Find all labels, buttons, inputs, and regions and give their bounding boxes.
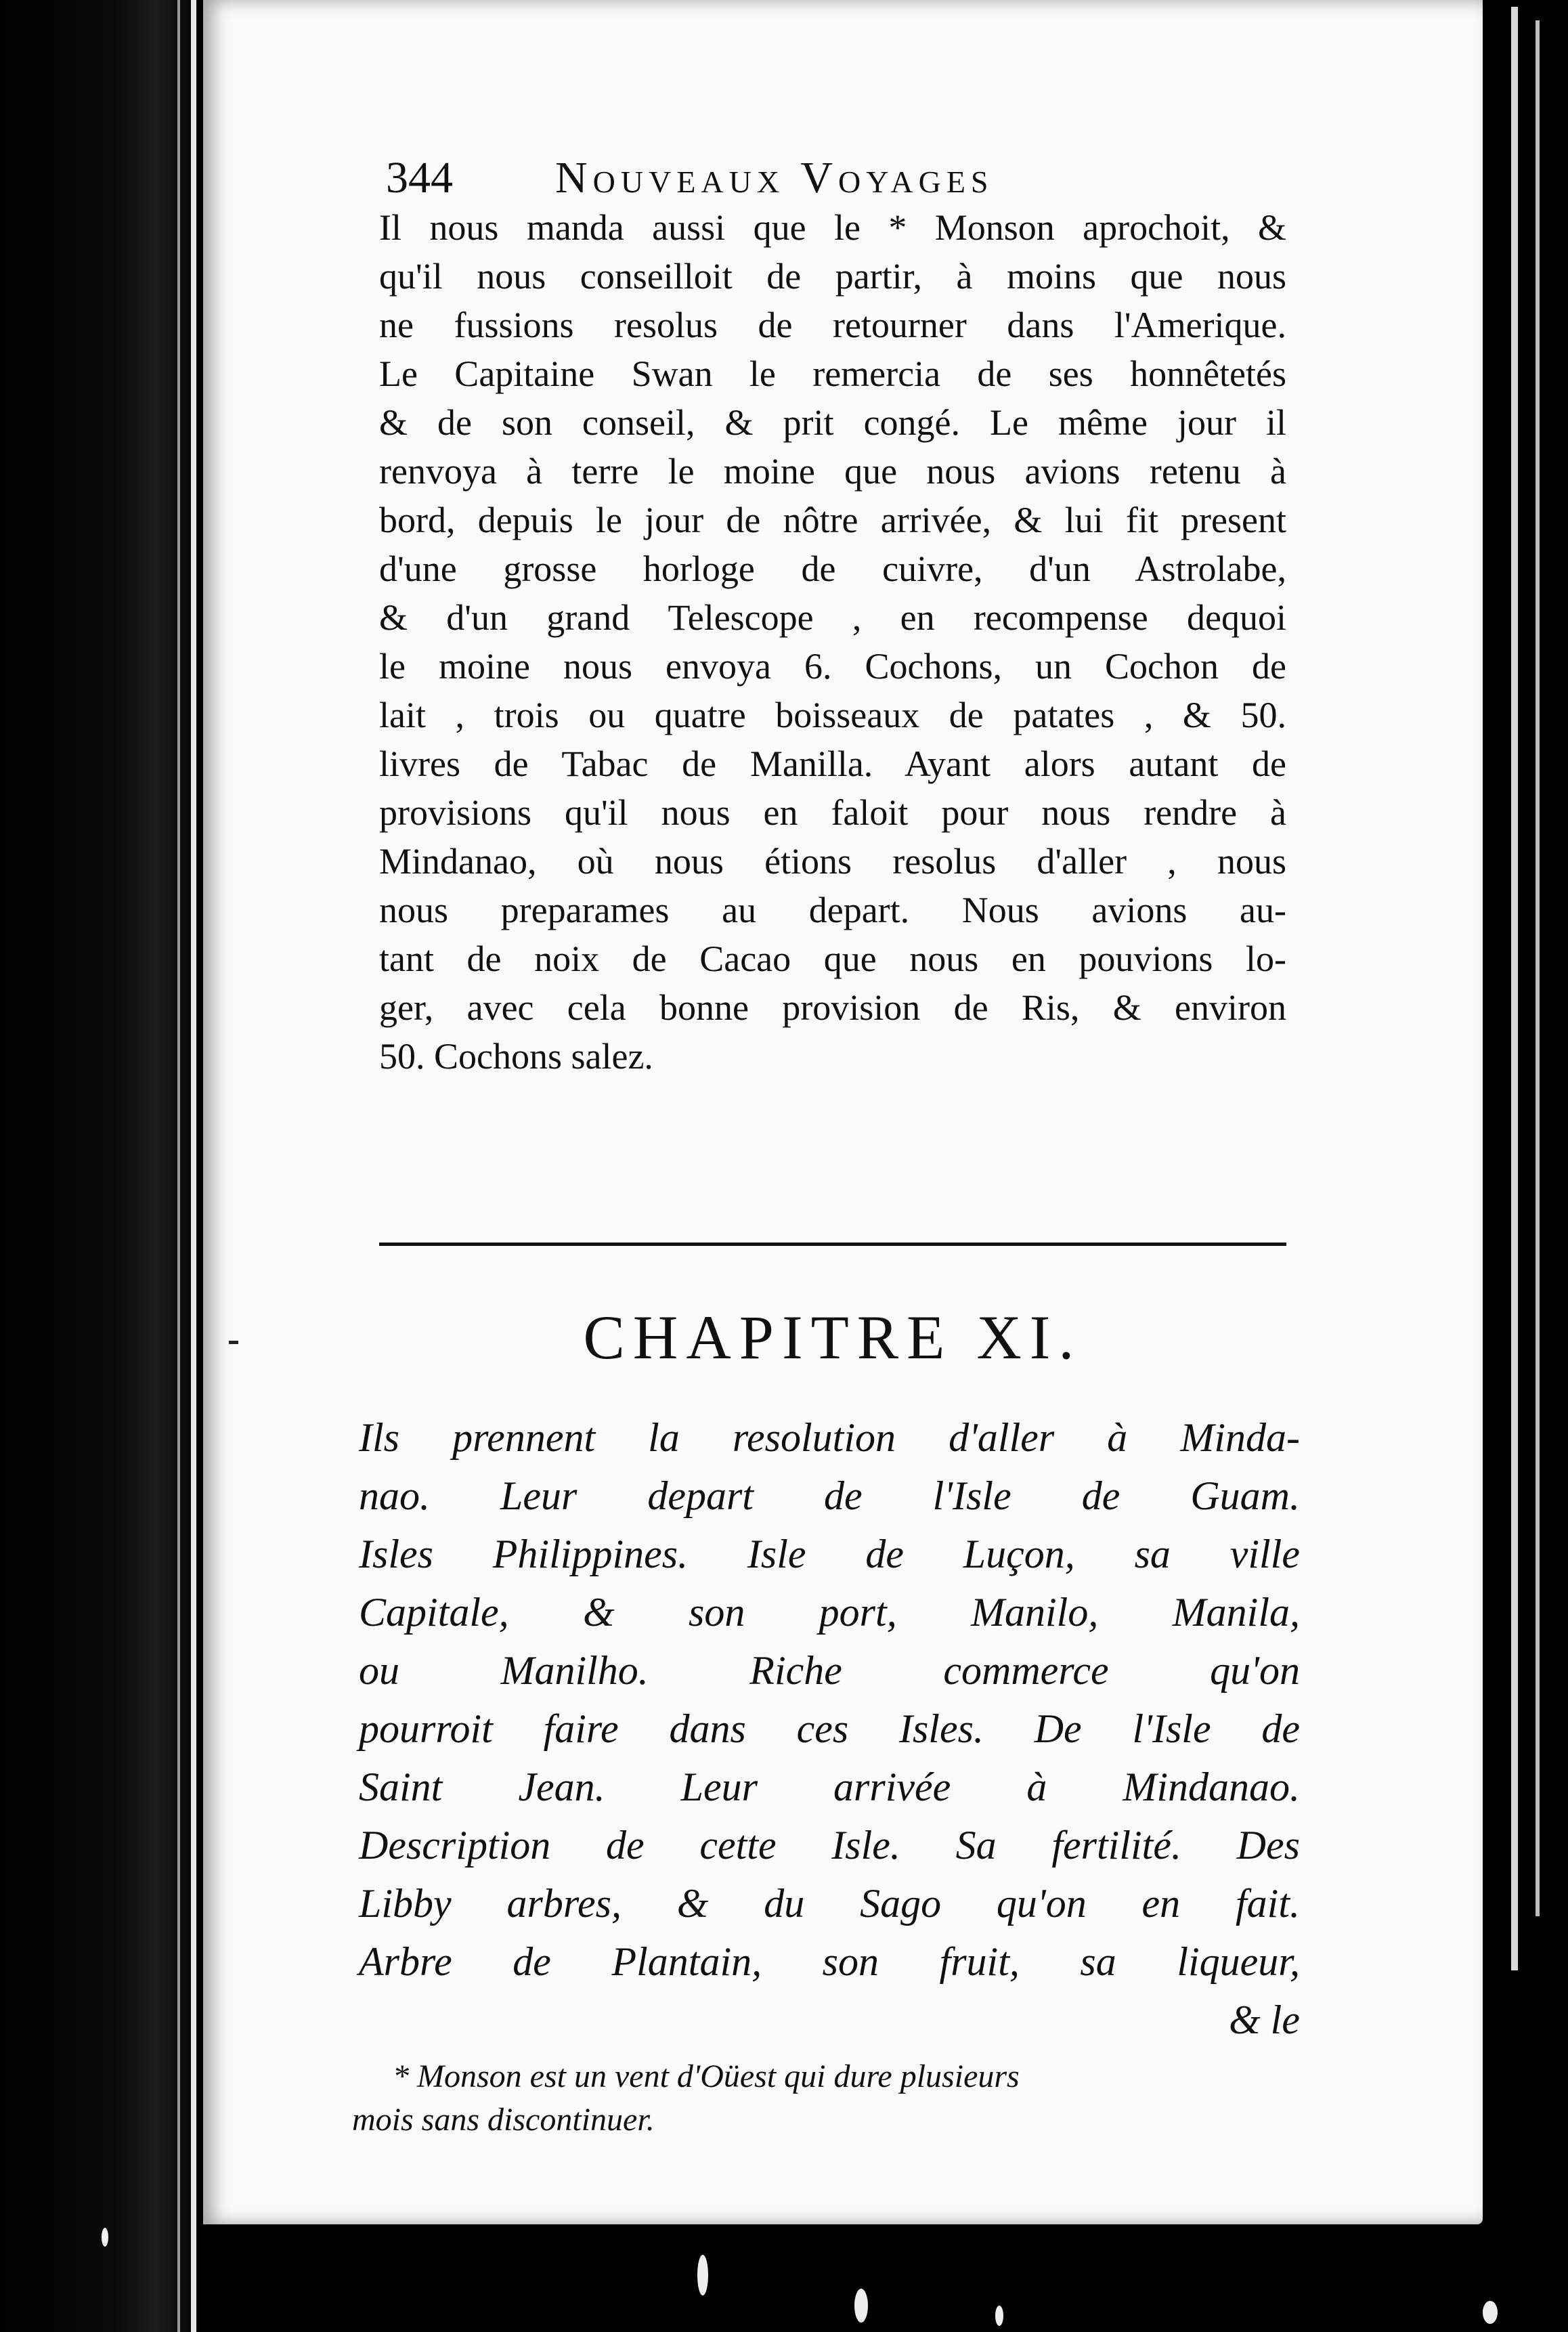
scan-speck xyxy=(102,2228,108,2247)
text-line: le moine nous envoya 6. Cochons, un Cochon de xyxy=(379,646,1286,687)
text-line: ne fussions resolus de retourner dans l'Amerique. xyxy=(379,305,1286,345)
scan-speck xyxy=(1483,2301,1498,2324)
bottom-margin-strip xyxy=(203,2224,1483,2332)
text-line: & d'un grand Telescope , en recompense dequoi xyxy=(379,597,1286,638)
body-paragraph xyxy=(379,203,1286,1081)
page-number: 344 xyxy=(386,153,453,202)
text-line: Il nous manda aussi que le * Monson aprochoit, & xyxy=(379,207,1286,248)
gutter-edge-line xyxy=(191,0,196,2332)
summary-line: pourroit faire dans ces Isles. De l'Isle de xyxy=(359,1706,1300,1751)
text-line: qu'il nous conseilloit de partir, à moins que nous xyxy=(379,256,1286,297)
summary-line: Capitale, & son port, Manilo, Manila, xyxy=(359,1590,1300,1635)
summary-line: nao. Leur depart de l'Isle de Guam. xyxy=(359,1473,1300,1518)
text-line: 50. Cochons salez. xyxy=(379,1036,653,1077)
scan-speck xyxy=(995,2306,1003,2326)
summary-line: Arbre de Plantain, son fruit, sa liqueur, xyxy=(359,1939,1300,1984)
chapter-summary xyxy=(359,1408,1300,2049)
text-line: renvoya à terre le moine que nous avions retenu à xyxy=(379,451,1286,492)
text-line: livres de Tabac de Manilla. Ayant alors autant de xyxy=(379,743,1286,784)
section-divider-rule xyxy=(379,1243,1286,1246)
text-line: bord, depuis le jour de nôtre arrivée, & lui fit present xyxy=(379,500,1286,540)
summary-line: Saint Jean. Leur arrivée à Mindanao. xyxy=(359,1765,1300,1809)
binding-gutter xyxy=(0,0,203,2332)
text-line: Le Capitaine Swan le remercia de ses honnêtetés xyxy=(379,353,1286,394)
footnote-line: * Monson est un vent d'Oüest qui dure plusieurs xyxy=(393,2058,1020,2094)
chapter-heading: CHAPITRE XI. xyxy=(583,1303,1083,1372)
text-line: & de son conseil, & prit congé. Le même jour il xyxy=(379,402,1286,443)
scan-speck xyxy=(854,2289,868,2323)
footnote-line: mois sans discontinuer. xyxy=(352,2102,655,2138)
catchword: & le xyxy=(1229,1998,1300,2042)
summary-line: Libby arbres, & du Sago qu'on en fait. xyxy=(359,1881,1300,1926)
right-edge-line xyxy=(1536,20,1540,1916)
summary-line: ou Manilho. Riche commerce qu'on xyxy=(359,1648,1300,1693)
scan-speck xyxy=(697,2255,708,2295)
text-line: lait , trois ou quatre boisseaux de patates , & 50. xyxy=(379,695,1286,735)
text-line: tant de noix de Cacao que nous en pouvions lo- xyxy=(379,938,1286,979)
summary-line: Description de cette Isle. Sa fertilité. Des xyxy=(359,1823,1300,1867)
text-line: d'une grosse horloge de cuivre, d'un Astrolabe, xyxy=(379,548,1286,589)
gutter-edge-line xyxy=(177,0,180,2332)
right-edge-line xyxy=(1511,7,1518,1970)
text-line: Mindanao, où nous étions resolus d'aller , nous xyxy=(379,841,1286,882)
running-title: Nouveaux Voyages xyxy=(555,153,994,202)
right-edge-band xyxy=(1483,0,1568,2332)
text-line: provisions qu'il nous en faloit pour nous rendre à xyxy=(379,792,1286,833)
text-line: ger, avec cela bonne provision de Ris, & environ xyxy=(379,987,1286,1028)
summary-line: Isles Philippines. Isle de Luçon, sa ville xyxy=(359,1532,1300,1576)
margin-mark xyxy=(229,1341,238,1344)
footnote xyxy=(352,2055,1307,2142)
running-head xyxy=(379,148,1286,209)
text-line: nous preparames au depart. Nous avions au- xyxy=(379,890,1286,930)
summary-line: Ils prennent la resolution d'aller à Minda- xyxy=(359,1415,1300,1460)
